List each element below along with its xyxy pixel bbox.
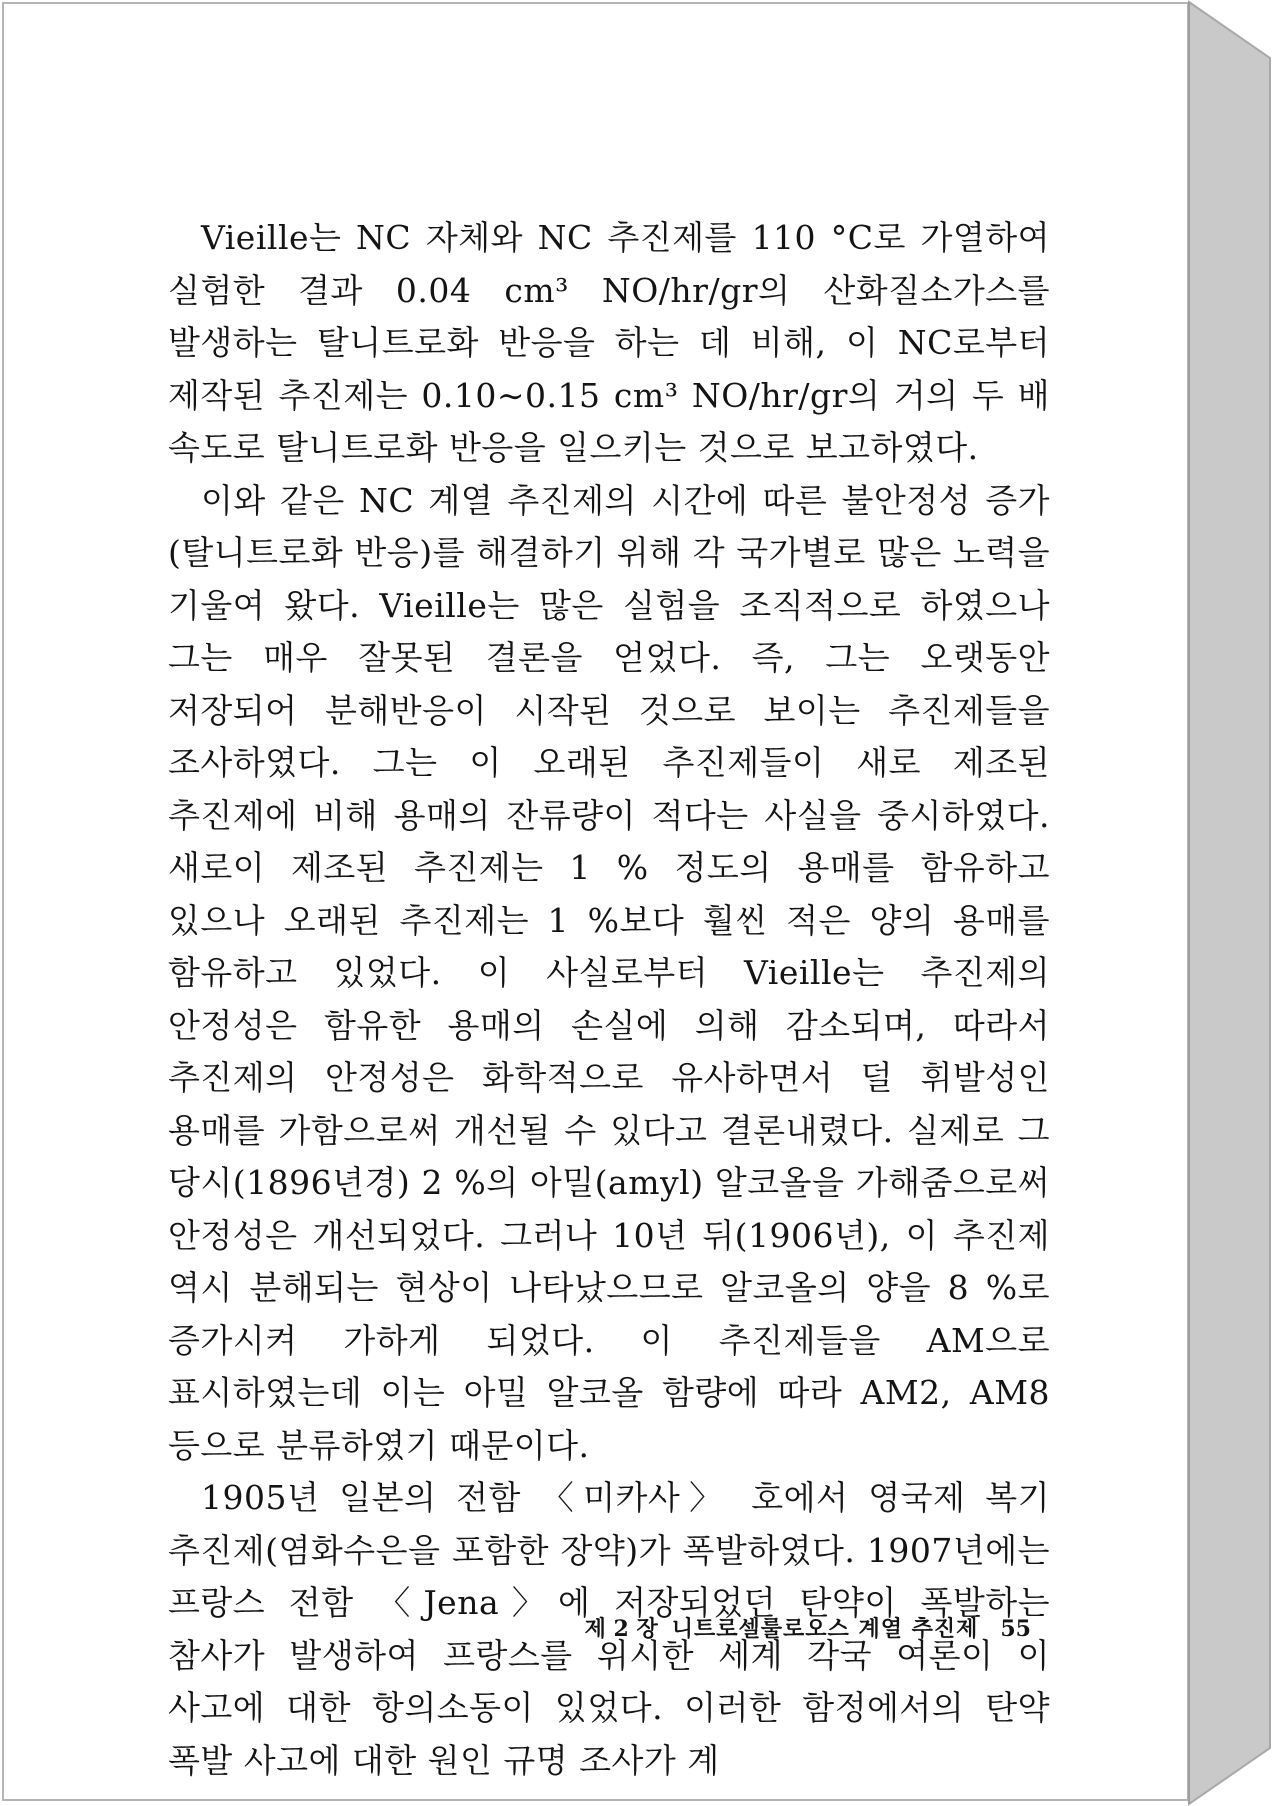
running-footer (585, 1612, 1031, 1643)
body-text (168, 212, 1050, 1787)
chapter-label: 제 2 장 (584, 1616, 658, 1642)
paragraph-3: 1905년 일본의 전함 〈미카사〉 호에서 영국제 복기 추진제(염화수은을 포함한 장약)가 폭발하였다. 1907년에는 프랑스 전함 〈Jena〉에 저장되었던 탄약이 폭발하는 참사가 발생하여 프랑스를 위시한 세계 각국 여론이 이 사고에 대한 항의소동이 있었다. 이러한 함정에서의 탄약 폭발 사고에 대한 원인 규명 조사가 계 (168, 1478, 1050, 1780)
paragraph-1: Vieille는 NC 자체와 NC 추진제를 110 °C로 가열하여 실험한 결과 0.04 cm³ NO/hr/gr의 산화질소가스를 발생하는 탈니트로화 반응을 하는 데 비해, 이 NC로부터 제작된 추진제는 0.10∼0.15 cm³ NO/hr/gr의 거의 두 배 속도로 탈니트로화 반응을 일으키는 것으로 보고하였다. (168, 218, 1050, 467)
chapter-title: 니트로셀룰로오스 계열 추진제 (671, 1616, 979, 1642)
page-number: 55 (1000, 1616, 1031, 1642)
paragraph-2: 이와 같은 NC 계열 추진제의 시간에 따른 불안정성 증가(탈니트로화 반응)를 해결하기 위해 각 국가별로 많은 노력을 기울여 왔다. Vieille는 많은 실험을 조직적으로 하였으나 그는 매우 잘못된 결론을 얻었다. 즉, 그는 오랫동안 저장되어 분해반응이 시작된 것으로 보이는 추진제들을 조사하였다. 그는 이 오래된 추진제들이 새로 제조된 추진제에 비해 용매의 잔류량이 적다는 사실을 중시하였다. 새로이 제조된 추진제는 1 % 정도의 용매를 함유하고 있으나 오래된 추진제는 1 %보다 훨씬 적은 양의 용매를 함유하고 있었다. 이 사실로부터 Vieille는 추진제의 안정성은 함유한 용매의 손실에 의해 감소되며, 따라서 추진제의 안정성은 화학적으로 유사하면서 덜 휘발성인 용매를 가함으로써 개선될 수 있다고 결론내렸다. 실제로 그 당시(1896년경) 2 %의 아밀(amyl) 알코올을 가해줌으로써 안정성은 개선되었다. 그러나 10년 뒤(1906년), 이 추진제 역시 분해되는 현상이 나타났으므로 알코올의 양을 8 %로 증가시켜 가하게 되었다. 이 추진제들을 AM으로 표시하였는데 이는 아밀 알코올 함량에 따라 AM2, AM8 등으로 분류하였기 때문이다. (168, 480, 1050, 1465)
